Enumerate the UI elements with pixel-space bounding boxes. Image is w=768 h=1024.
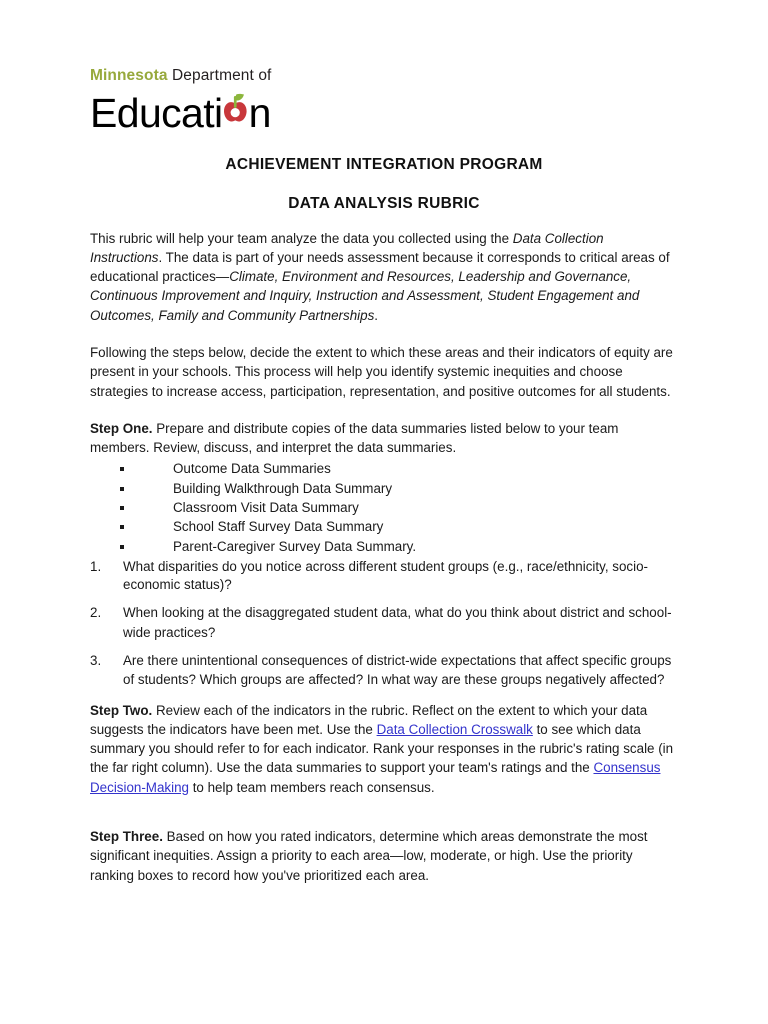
step-one-label: Step One. bbox=[90, 420, 153, 436]
list-item bbox=[90, 479, 678, 498]
logo-minnesota-text: Minnesota bbox=[90, 67, 168, 84]
page-title: ACHIEVEMENT INTEGRATION PROGRAM bbox=[225, 155, 543, 173]
step-three-label: Step Three. bbox=[90, 829, 163, 845]
step-one-text: Prepare and distribute copies of the data summaries listed below to your team members. Review, discuss, and interpret the data summaries. bbox=[90, 420, 619, 456]
step-one-paragraph bbox=[90, 419, 678, 460]
logo-education-suffix: n bbox=[248, 89, 271, 136]
question-text: Are there unintentional consequences of district-wide expectations that affect specific groups of students? Which groups are affected? In what way are these groups negatively affected? bbox=[123, 652, 672, 688]
consensus-decision-making-link[interactable]: Consensus Decision-Making bbox=[90, 760, 661, 795]
apple-icon bbox=[223, 86, 249, 127]
intro-p1-text-a: This rubric will help your team analyze the data you collected using the bbox=[90, 230, 513, 246]
spacer bbox=[90, 815, 678, 827]
mde-logo bbox=[90, 0, 678, 134]
data-collection-crosswalk-link[interactable]: Data Collection Crosswalk bbox=[376, 721, 533, 737]
spacer bbox=[90, 690, 678, 701]
list-item bbox=[90, 603, 678, 642]
step-three-paragraph bbox=[90, 827, 678, 903]
page-subtitle: DATA ANALYSIS RUBRIC bbox=[288, 194, 480, 212]
bullet-label: Parent-Caregiver Survey Data Summary. bbox=[173, 538, 417, 554]
intro-p1-italic-areas: Climate, Environment and Resources, Leadership and Governance, Continuous Improvement and Inquiry, Instruction and Assessment, Student Engagement and Outcomes, Family and Community Partnerships bbox=[90, 269, 640, 323]
data-summaries-list bbox=[90, 459, 678, 557]
list-item bbox=[90, 537, 678, 556]
question-text: What disparities do you notice across different student groups (e.g., race/ethnicity, socio-economic status)? bbox=[123, 558, 648, 593]
bullet-label: Building Walkthrough Data Summary bbox=[173, 480, 393, 496]
bullet-label: School Staff Survey Data Summary bbox=[173, 519, 384, 535]
bullet-label: Classroom Visit Data Summary bbox=[173, 500, 359, 516]
intro-p1-italic-doc-name: Data Collection Instructions bbox=[90, 230, 604, 265]
bullet-label: Outcome Data Summaries bbox=[173, 461, 331, 477]
list-item bbox=[90, 651, 678, 690]
reflection-questions-list bbox=[90, 558, 678, 690]
intro-paragraph-2: Following the steps below, decide the extent to which these areas and their indicators of equity are present in your schools. This process will help you identify systemic inequities and choose strategies to increase access, participation, representation, and positive outcomes for all students. bbox=[90, 344, 673, 399]
logo-education-wordmark bbox=[90, 86, 678, 134]
list-item bbox=[90, 498, 678, 517]
logo-education-prefix: Educati bbox=[90, 89, 223, 136]
question-number: 2. bbox=[90, 605, 102, 621]
step-three-text: Based on how you rated indicators, determine which areas demonstrate the most significant inequities. Assign a priority to each area—low, moderate, or high. Use the priority ranking boxes to record how you've prioritized each area. bbox=[90, 829, 648, 883]
intro-p1-text-b: . The data is part of your needs assessment because it corresponds to critical areas of educational practices— bbox=[90, 249, 670, 285]
step-two-label: Step Two. bbox=[90, 702, 153, 718]
question-number: 1. bbox=[90, 558, 102, 574]
step-two-text-a: Review each of the indicators in the rubric. Reflect on the extent to which your data suggests the indicators have been met. Use the bbox=[90, 702, 648, 737]
intro-p1-text-c: . bbox=[374, 307, 379, 323]
list-item bbox=[90, 558, 678, 594]
step-two-text-b: to see which data summary you should refer to for each indicator. Rank your responses in the rubric's rating scale (in the far right column). Use the data summaries to support your team's ratings and the bbox=[90, 721, 674, 776]
step-two-paragraph bbox=[90, 701, 678, 815]
step-two-text-c: to help team members reach consensus. bbox=[188, 779, 435, 795]
list-item bbox=[90, 517, 678, 536]
logo-department-text: Department of bbox=[167, 67, 272, 84]
intro-paragraph-1 bbox=[90, 229, 678, 343]
list-item bbox=[90, 459, 678, 478]
logo-tagline bbox=[90, 68, 678, 84]
question-text: When looking at the disaggregated student data, what do you think about district and school-wide practices? bbox=[123, 605, 672, 640]
question-number: 3. bbox=[90, 652, 102, 668]
